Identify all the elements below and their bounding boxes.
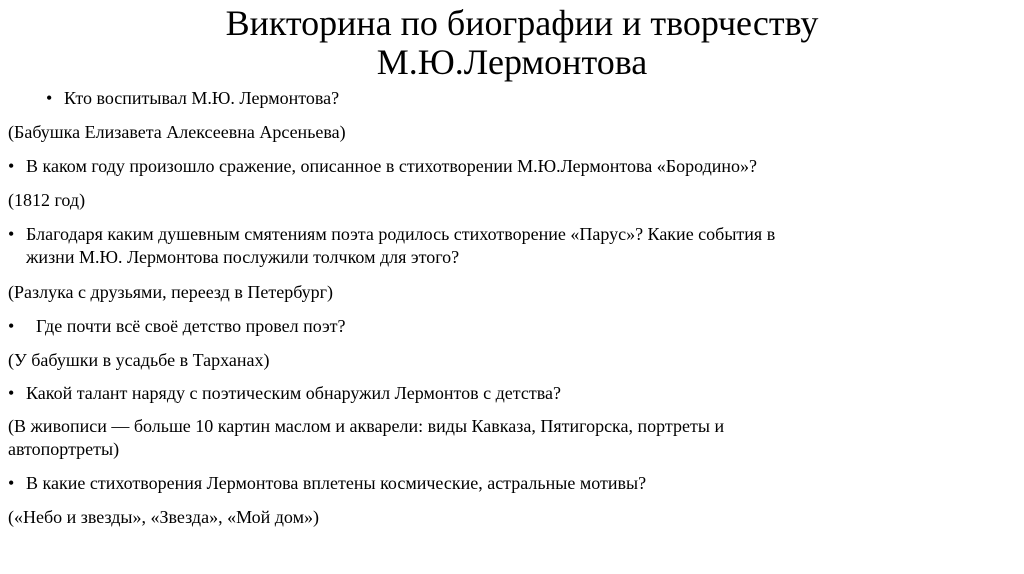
answer-2: (1812 год): [8, 190, 86, 210]
answer-6: («Небо и звезды», «Звезда», «Мой дом»): [8, 507, 319, 527]
answer-5-line-1: (В живописи — больше 10 картин маслом и акварели: виды Кавказа, Пятигорска, портреты и: [8, 416, 725, 436]
bullet-6: •: [8, 473, 15, 493]
question-5: [8, 381, 561, 405]
answer-5-line-2: автопортреты): [8, 439, 120, 459]
bullet-3: •: [8, 224, 15, 244]
question-2: [8, 154, 757, 178]
question-5-text: Какой талант наряду с поэтическим обнаружил Лермонтов с детства?: [26, 383, 561, 403]
bullet-4: •: [8, 316, 15, 336]
question-2-text: В каком году произошло сражение, описанное в стихотворении М.Ю.Лермонтова «Бородино»?: [26, 156, 758, 176]
title-line-2: М.Ю.Лермонтова: [376, 42, 648, 82]
question-4: [8, 314, 346, 338]
question-4-text: Где почти всё своё детство провел поэт?: [36, 316, 346, 336]
bullet-2: •: [8, 156, 15, 176]
question-6-text: В какие стихотворения Лермонтова вплетены космические, астральные мотивы?: [26, 473, 647, 493]
answer-3: (Разлука с друзьями, переезд в Петербург): [8, 282, 334, 302]
bullet-5: •: [8, 383, 15, 403]
question-1-text: Кто воспитывал М.Ю. Лермонтова?: [64, 88, 340, 108]
question-3-line-2: жизни М.Ю. Лермонтова послужили толчком для этого?: [26, 247, 460, 267]
answer-4: (У бабушки в усадьбе в Тарханах): [8, 350, 270, 370]
question-3-line-1: [8, 222, 775, 246]
title-line-1: Викторина по биографии и творчеству: [225, 3, 819, 43]
question-6: [8, 471, 646, 495]
question-1: [46, 86, 339, 110]
answer-1: (Бабушка Елизавета Алексеевна Арсеньева): [8, 122, 346, 142]
bullet-1: •: [46, 88, 53, 108]
question-3-text-line-1: Благодаря каким душевным смятениям поэта родилось стихотворение «Парус»? Какие события в: [26, 224, 776, 244]
